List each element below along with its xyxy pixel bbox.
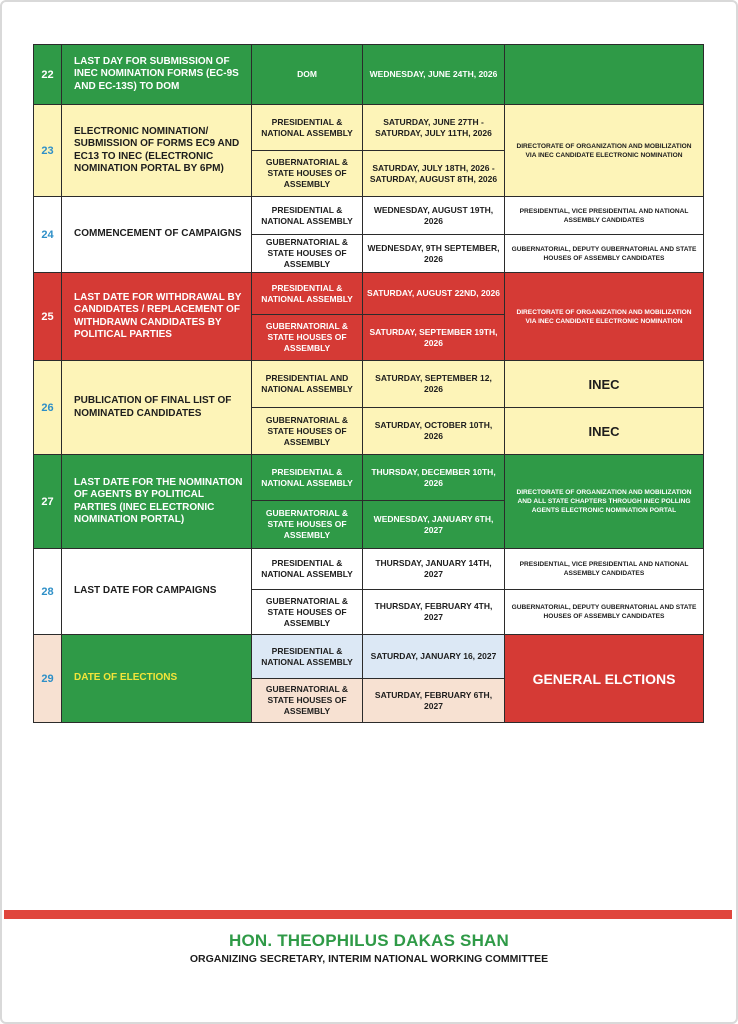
row-number: 27 (34, 455, 62, 549)
responsible-party: INEC (505, 408, 704, 455)
signatory-name: HON. THEOPHILUS DAKAS SHAN (228, 931, 510, 950)
row-number: 28 (34, 549, 62, 635)
activity-description: DATE OF ELECTIONS (62, 635, 252, 723)
activity-date: SATURDAY, SEPTEMBER 19TH, 2026 (363, 315, 505, 361)
table-row (34, 455, 704, 501)
election-category: DOM (252, 45, 363, 105)
table-row (34, 45, 704, 105)
election-category: PRESIDENTIAL & NATIONAL ASSEMBLY (252, 273, 363, 315)
responsible-party: GUBERNATORIAL, DEPUTY GUBERNATORIAL AND STATE HOUSES OF ASSEMBLY CANDIDATES (505, 235, 704, 273)
activity-date: SATURDAY, JULY 18TH, 2026 - SATURDAY, AUGUST 8TH, 2026 (363, 151, 505, 197)
activity-description: ELECTRONIC NOMINATION/ SUBMISSION OF FORMS EC9 AND EC13 TO INEC (ELECTRONIC NOMINATION PORTAL BY 6PM) (62, 105, 252, 197)
responsible-party: DIRECTORATE OF ORGANIZATION AND MOBILIZATION VIA INEC CANDIDATE ELECTRONIC NOMINATION (505, 273, 704, 361)
signatory-title: ORGANIZING SECRETARY, INTERIM NATIONAL WORKING COMMITTEE (189, 953, 549, 965)
election-category: GUBERNATORIAL & STATE HOUSES OF ASSEMBLY (252, 315, 363, 361)
activity-description: LAST DATE FOR CAMPAIGNS (62, 549, 252, 635)
activity-description: COMMENCEMENT OF CAMPAIGNS (62, 197, 252, 273)
election-category: GUBERNATORIAL & STATE HOUSES OF ASSEMBLY (252, 408, 363, 455)
election-category: PRESIDENTIAL & NATIONAL ASSEMBLY (252, 105, 363, 151)
row-number: 26 (34, 361, 62, 455)
responsible-party: INEC (505, 361, 704, 408)
footer-divider (4, 910, 732, 919)
activity-date: SATURDAY, JUNE 27TH - SATURDAY, JULY 11TH, 2026 (363, 105, 505, 151)
election-category: GUBERNATORIAL & STATE HOUSES OF ASSEMBLY (252, 679, 363, 723)
row-number: 23 (34, 105, 62, 197)
election-category: GUBERNATORIAL & STATE HOUSES OF ASSEMBLY (252, 501, 363, 549)
activity-date: THURSDAY, JANUARY 14TH, 2027 (363, 549, 505, 590)
responsible-party: PRESIDENTIAL, VICE PRESIDENTIAL AND NATIONAL ASSEMBLY CANDIDATES (505, 197, 704, 235)
election-timetable (33, 44, 704, 723)
responsible-party: DIRECTORATE OF ORGANIZATION AND MOBILIZATION VIA INEC CANDIDATE ELECTRONIC NOMINATION (505, 105, 704, 197)
table-row (34, 635, 704, 679)
election-category: GUBERNATORIAL & STATE HOUSES OF ASSEMBLY (252, 235, 363, 273)
activity-description: PUBLICATION OF FINAL LIST OF NOMINATED CANDIDATES (62, 361, 252, 455)
activity-date: WEDNESDAY, AUGUST 19TH, 2026 (363, 197, 505, 235)
election-category: GUBERNATORIAL & STATE HOUSES OF ASSEMBLY (252, 151, 363, 197)
activity-date: SATURDAY, AUGUST 22ND, 2026 (363, 273, 505, 315)
election-category: PRESIDENTIAL & NATIONAL ASSEMBLY (252, 635, 363, 679)
responsible-party: PRESIDENTIAL, VICE PRESIDENTIAL AND NATIONAL ASSEMBLY CANDIDATES (505, 549, 704, 590)
activity-description: LAST DATE FOR THE NOMINATION OF AGENTS BY POLITICAL PARTIES (INEC ELECTRONIC NOMINATION PORTAL) (62, 455, 252, 549)
activity-date: WEDNESDAY, 9TH SEPTEMBER, 2026 (363, 235, 505, 273)
activity-description: LAST DAY FOR SUBMISSION OF INEC NOMINATION FORMS (EC-9S AND EC-13S) TO DOM (62, 45, 252, 105)
responsible-party: GENERAL ELCTIONS (505, 635, 704, 723)
election-category: PRESIDENTIAL & NATIONAL ASSEMBLY (252, 197, 363, 235)
activity-date: SATURDAY, FEBRUARY 6TH, 2027 (363, 679, 505, 723)
row-number: 24 (34, 197, 62, 273)
activity-date: THURSDAY, FEBRUARY 4TH, 2027 (363, 590, 505, 635)
responsible-party (505, 45, 704, 105)
table-row (34, 549, 704, 590)
activity-date: SATURDAY, OCTOBER 10TH, 2026 (363, 408, 505, 455)
table-row (34, 105, 704, 151)
row-number: 29 (34, 635, 62, 723)
election-category: PRESIDENTIAL & NATIONAL ASSEMBLY (252, 455, 363, 501)
table-row (34, 361, 704, 408)
activity-date: SATURDAY, SEPTEMBER 12, 2026 (363, 361, 505, 408)
table-row (34, 273, 704, 315)
activity-date: WEDNESDAY, JANUARY 6TH, 2027 (363, 501, 505, 549)
table-row (34, 197, 704, 235)
election-category: GUBERNATORIAL & STATE HOUSES OF ASSEMBLY (252, 590, 363, 635)
row-number: 25 (34, 273, 62, 361)
responsible-party: DIRECTORATE OF ORGANIZATION AND MOBILIZATION AND ALL STATE CHAPTERS THROUGH INEC POLLING AGENTS ELECTRONIC NOMINATION PORTAL (505, 455, 704, 549)
activity-date: THURSDAY, DECEMBER 10TH, 2026 (363, 455, 505, 501)
row-number: 22 (34, 45, 62, 105)
activity-date: WEDNESDAY, JUNE 24TH, 2026 (363, 45, 505, 105)
election-category: PRESIDENTIAL & NATIONAL ASSEMBLY (252, 549, 363, 590)
election-category: PRESIDENTIAL AND NATIONAL ASSEMBLY (252, 361, 363, 408)
activity-description: LAST DATE FOR WITHDRAWAL BY CANDIDATES / REPLACEMENT OF WITHDRAWN CANDIDATES BY POLITICAL PARTIES (62, 273, 252, 361)
activity-date: SATURDAY, JANUARY 16, 2027 (363, 635, 505, 679)
responsible-party: GUBERNATORIAL, DEPUTY GUBERNATORIAL AND STATE HOUSES OF ASSEMBLY CANDIDATES (505, 590, 704, 635)
